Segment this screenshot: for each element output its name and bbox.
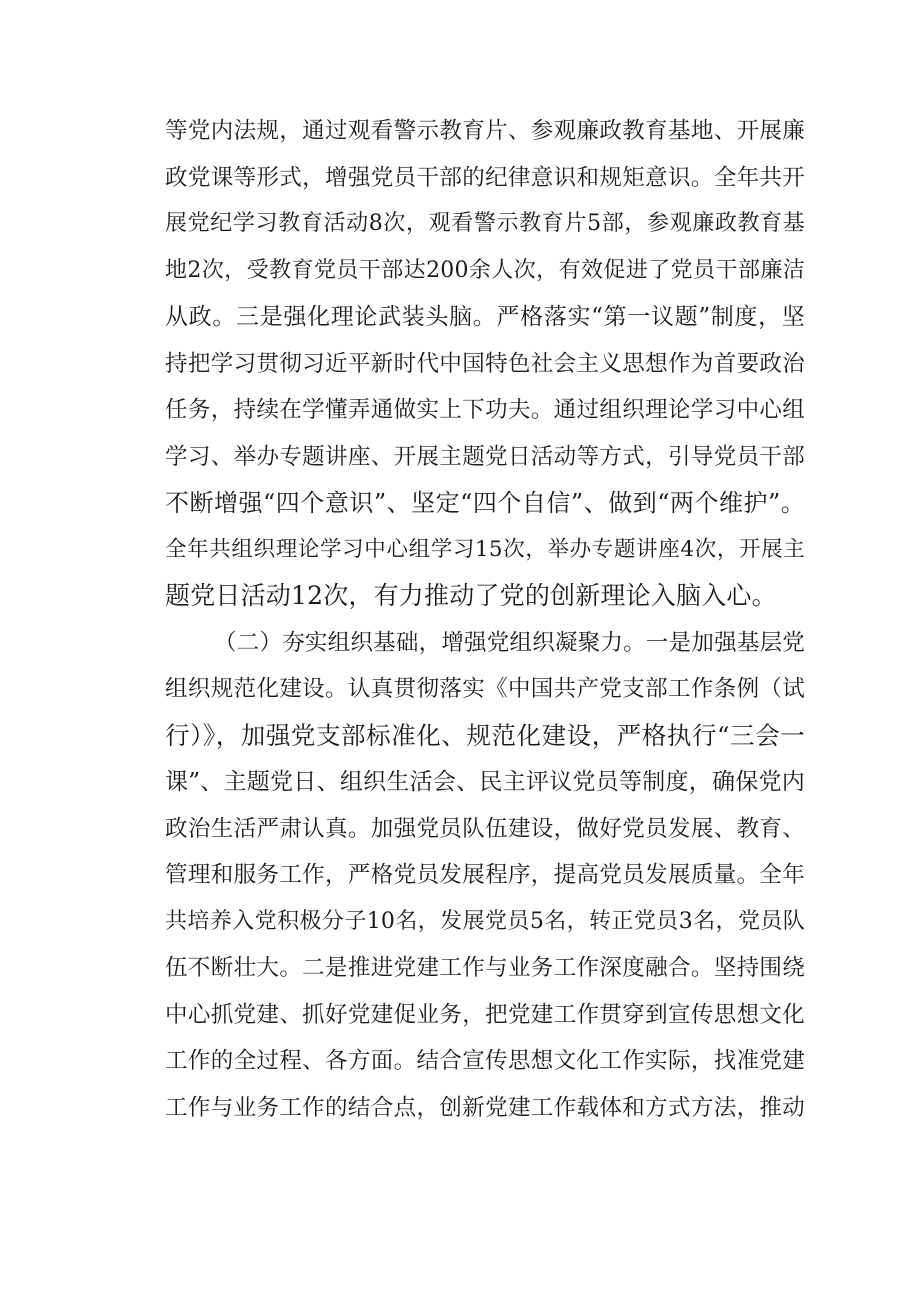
text-line-7: 任务，持续在学懂弄通做实上下功夫。通过组织理论学习中心组 xyxy=(165,397,805,423)
text-line-16: 政治生活严肃认真。加强党员队伍建设，做好党员发展、教育、 xyxy=(165,815,805,842)
text-line-9: 不断增强“四个意识”、坚定“四个自信”、做到“两个维护”。 xyxy=(165,489,805,517)
text-line-17: 管理和服务工作，严格党员发展程序，提高党员发展质量。全年 xyxy=(165,862,805,888)
text-line-10: 全年共组织理论学习中心组学习15次，举办专题讲座4次，开展主 xyxy=(165,536,805,562)
text-line-19: 伍不断壮大。二是推进党建工作与业务工作深度融合。坚持围绕 xyxy=(165,955,805,981)
text-line-22: 工作与业务工作的结合点，创新党建工作载体和方式方法，推动 xyxy=(165,1094,805,1121)
text-line-15: 课”、主题党日、组织生活会、民主评议党员等制度，确保党内 xyxy=(165,769,805,795)
text-line-8: 学习、举办专题讲座、开展主题党日活动等方式，引导党员干部 xyxy=(165,443,805,470)
text-line-11: 题党日活动12次，有力推动了党的创新理论入脑入心。 xyxy=(165,581,777,610)
text-line-18: 共培养入党积极分子10名，发展党员5名，转正党员3名，党员队 xyxy=(165,908,805,934)
text-line-21: 工作的全过程、各方面。结合宣传思想文化工作实际，找准党建 xyxy=(165,1048,805,1074)
text-line-4: 地2次，受教育党员干部达200余人次，有效促进了党员干部廉洁 xyxy=(165,257,805,283)
text-line-14: 行）》，加强党支部标准化、规范化建设，严格执行“三会一 xyxy=(165,720,805,750)
text-line-5: 从政。三是强化理论武装头脑。严格落实“第一议题”制度，坚 xyxy=(165,304,805,330)
text-line-2: 政党课等形式，增强党员干部的纪律意识和规矩意识。全年共开 xyxy=(165,164,805,191)
body-text xyxy=(165,108,805,1131)
section-heading-line: （二）夯实组织基础，增强党组织凝聚力。一是加强基层党 xyxy=(214,629,805,656)
text-line-1: 等党内法规，通过观看警示教育片、参观廉政教育基地、开展廉 xyxy=(165,118,805,144)
text-line-20: 中心抓党建、抓好党建促业务，把党建工作贯穿到宣传思想文化 xyxy=(165,1001,805,1028)
text-line-3: 展党纪学习教育活动8次，观看警示教育片5部，参观廉政教育基 xyxy=(165,211,805,236)
text-line-13: 组织规范化建设。认真贯彻落实《中国共产党支部工作条例（试 xyxy=(165,676,805,702)
text-line-6: 持把学习贯彻习近平新时代中国特色社会主义思想作为首要政治 xyxy=(165,350,805,377)
